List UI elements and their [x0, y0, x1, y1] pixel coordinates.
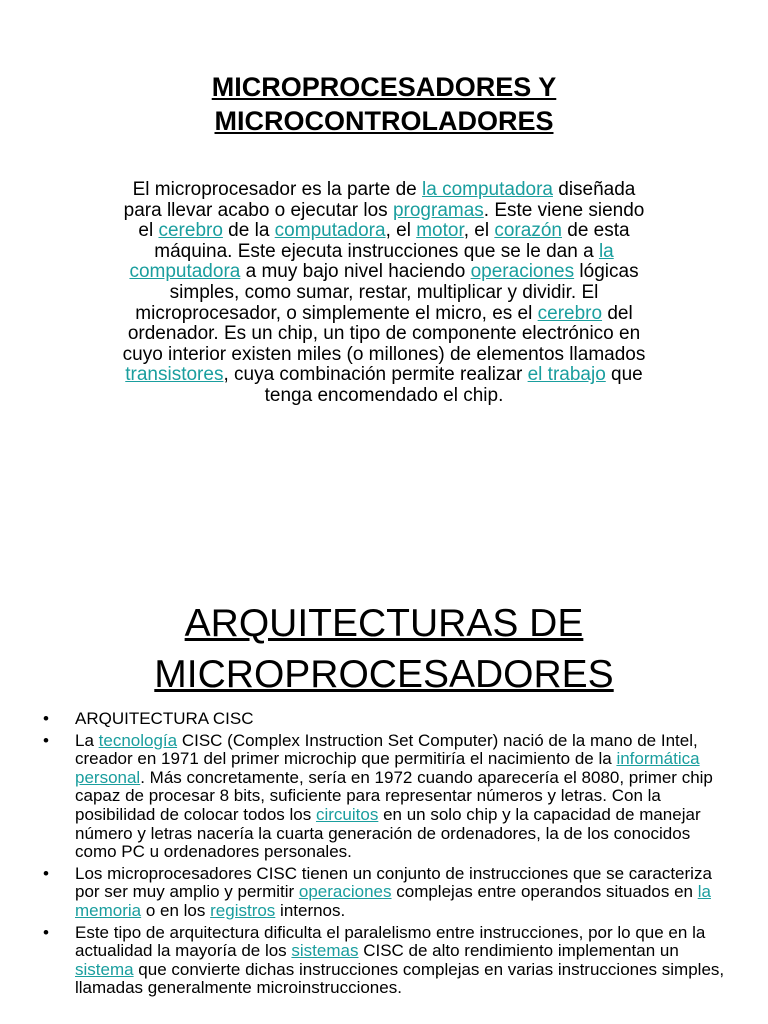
text-run: internos. [275, 900, 346, 920]
hyperlink[interactable]: computadora [274, 220, 386, 242]
text-run: CISC (Complex Instruction Set Computer) nació de la mano de Intel, creador en 1971 del primer microchip que permitiría el nacimiento de la [75, 730, 698, 769]
text-run: que tenga encomendado el chip. [264, 364, 643, 406]
hyperlink[interactable]: el trabajo [527, 364, 606, 386]
text-run: CISC de alto rendimiento implementan un [358, 941, 679, 961]
slide-arquitecturas [0, 590, 768, 1024]
bullet-list [40, 710, 730, 1001]
hyperlink[interactable]: transistores [125, 364, 224, 386]
hyperlink[interactable]: corazón [494, 220, 562, 242]
bullet-icon: • [43, 730, 49, 750]
text-run: de esta máquina. Este ejecuta instrucciones que se le dan a [154, 220, 630, 262]
text-run: Este tipo de arquitectura dificulta el paralelismo entre instrucciones, por lo que en la actualidad la mayoría de los [75, 922, 706, 961]
text-run: a muy bajo nivel haciendo [240, 261, 471, 283]
hyperlink[interactable]: sistema [75, 959, 134, 979]
intro-paragraph [118, 180, 650, 407]
title-line-2: MICROCONTROLADORES [214, 106, 554, 136]
section-title-line-1: ARQUITECTURAS DE [184, 602, 584, 645]
text-run: de la [222, 220, 275, 242]
text-run: lógicas simples, como sumar, restar, multiplicar y dividir. El microprocesador, o simplemente el micro, es el [135, 261, 639, 324]
text-run: , cuya combinación permite realizar [223, 364, 528, 386]
list-item [40, 865, 730, 921]
hyperlink[interactable]: operaciones [298, 882, 392, 902]
text-run: , el [385, 220, 417, 242]
hyperlink[interactable]: personal [75, 767, 141, 787]
text-run: . Más concretamente, sería en 1972 cuando aparecería el 8080, primer chip capaz de procesar 8 bits, suficiente para representar números y letras. Con la posibilidad de colocar todos los [75, 767, 713, 824]
hyperlink[interactable]: operaciones [470, 261, 575, 283]
text-run: diseñada para llevar acabo o ejecutar los [123, 179, 636, 221]
text-run: ARQUITECTURA CISC [75, 709, 254, 728]
section-title [60, 598, 708, 700]
text-run: complejas entre operandos situados en [391, 882, 698, 902]
bullet-icon: • [43, 863, 49, 883]
hyperlink[interactable]: tecnología [98, 730, 178, 750]
text-run: La [75, 730, 99, 750]
hyperlink[interactable]: la computadora [422, 179, 553, 200]
hyperlink[interactable]: circuitos [315, 804, 379, 824]
hyperlink[interactable]: registros [210, 900, 276, 920]
hyperlink[interactable]: cerebro [158, 220, 223, 242]
hyperlink[interactable]: informática [616, 749, 700, 769]
list-item [40, 924, 730, 998]
hyperlink[interactable]: motor [416, 220, 464, 242]
hyperlink[interactable]: sistemas [291, 941, 359, 961]
bullet-icon: • [43, 709, 49, 728]
text-run: , el [463, 220, 495, 242]
text-run: del ordenador. Es un chip, un tipo de componente electrónico en cuyo interior existen miles (o millones) de elementos llamados [122, 302, 646, 365]
section-title-line-2: MICROPROCESADORES [154, 653, 614, 696]
hyperlink[interactable]: la computadora [129, 240, 614, 283]
hyperlink[interactable]: la memoria [75, 882, 711, 920]
hyperlink[interactable]: programas [392, 199, 484, 221]
title-line-1: MICROPROCESADORES Y [211, 72, 557, 102]
text-run: Los microprocesadores CISC tienen un conjunto de instrucciones que se caracteriza por ser muy amplio y permitir [75, 863, 712, 902]
text-run: . Este viene siendo el [138, 199, 645, 242]
bullet-icon: • [43, 922, 49, 942]
hyperlink[interactable]: cerebro [537, 302, 603, 324]
text-run: en un solo chip y la capacidad de manejar número y letras nacería la cuarta generación de ordenadores, la de los conocidos como PC u ordenadores personales. [75, 804, 701, 862]
text-run: o en los [141, 900, 211, 920]
page-title [100, 70, 668, 138]
text-run: que convierte dichas instrucciones complejas en varias instrucciones simples, llamadas generalmente microinstrucciones. [75, 959, 725, 998]
list-item [40, 710, 730, 729]
text-run: El microprocesador es la parte de [132, 179, 422, 200]
list-item [40, 732, 730, 862]
